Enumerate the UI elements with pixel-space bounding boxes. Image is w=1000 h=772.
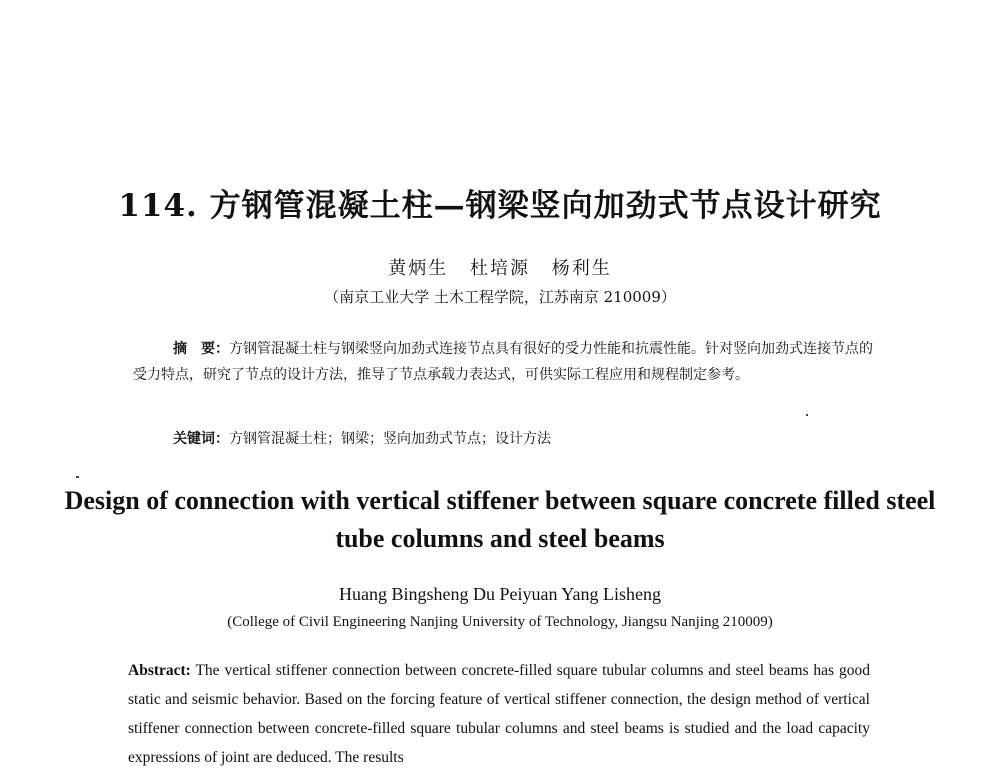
chinese-keywords (173, 428, 873, 448)
chinese-title: 114. 方钢管混凝土柱—钢梁竖向加劲式节点设计研究 (118, 188, 882, 224)
chinese-abstract (133, 336, 873, 388)
chinese-authors: 黄炳生 杜培源 杨利生 (388, 258, 612, 279)
english-abstract-text: The vertical stiffener connection between concrete-filled square tubular columns and steel beams has good static and seismic behavior. Based on the forcing feature of vertical stiffener connection, the design method of vertical stiffener connection between concrete-filled square tubular columns and steel beams is studied and the load capacity expressions of joint are deduced. The results (128, 662, 870, 766)
english-abstract (128, 656, 870, 772)
english-title: Design of connection with vertical stiffener between square concrete filled steel tube columns and steel beams (64, 486, 936, 553)
chinese-affiliation: （南京工业大学 土木工程学院，江苏南京 210009） (324, 288, 676, 306)
chinese-keywords-label: 关键词： (173, 431, 229, 447)
english-authors: Huang Bingsheng Du Peiyuan Yang Lisheng (339, 584, 661, 604)
scan-speck (76, 476, 79, 478)
chinese-abstract-text: 方钢管混凝土柱与钢梁竖向加劲式连接节点具有很好的受力性能和抗震性能。针对竖向加劲式连接节点的受力特点，研究了节点的设计方法，推导了节点承载力表达式，可供实际工程应用和规程制定参考。 (133, 341, 873, 383)
chinese-abstract-label: 摘 要： (173, 341, 229, 357)
scan-speck (806, 414, 808, 416)
english-affiliation: (College of Civil Engineering Nanjing University of Technology, Jiangsu Nanjing 210009) (227, 614, 773, 630)
chinese-keywords-text: 方钢管混凝土柱；钢梁；竖向加劲式节点；设计方法 (229, 431, 551, 447)
english-abstract-label: Abstract: (128, 662, 191, 679)
